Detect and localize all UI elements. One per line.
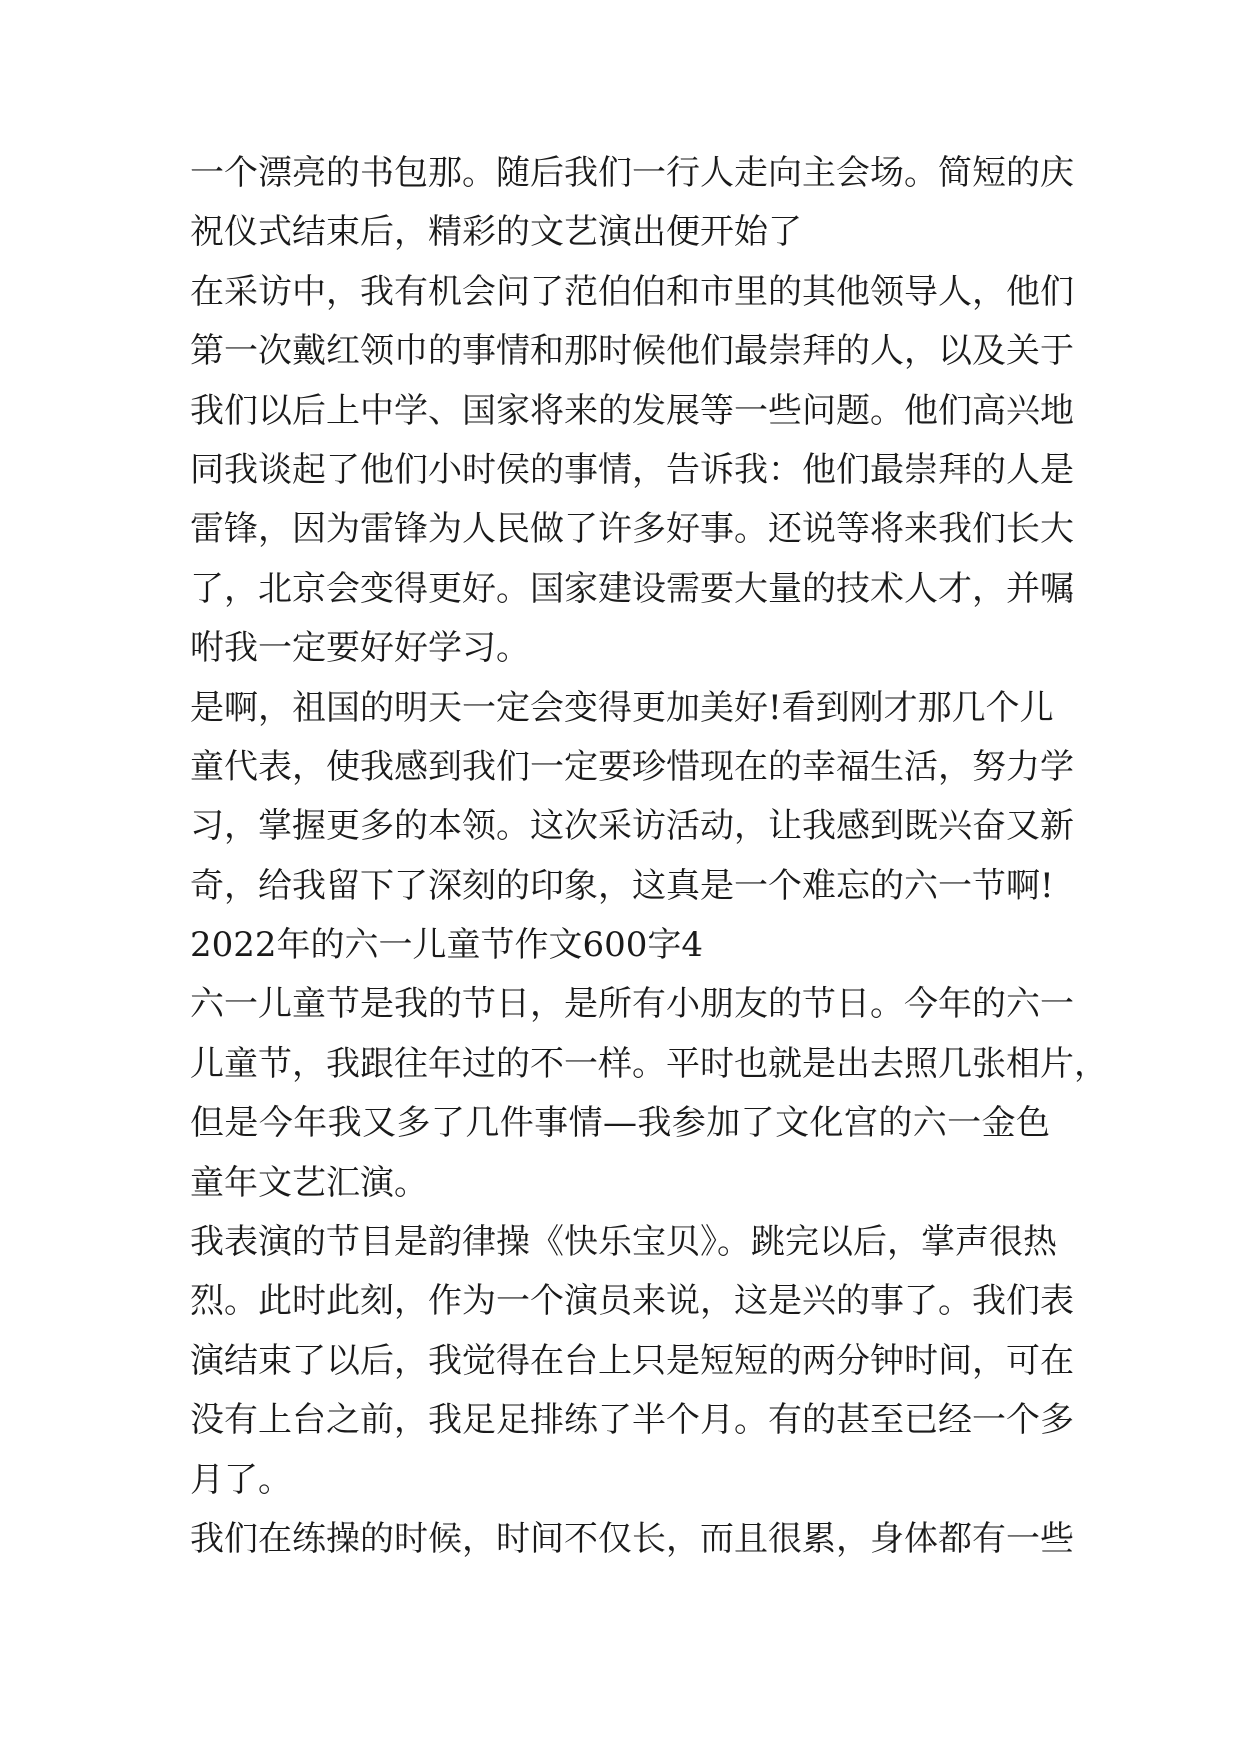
text-line: 但是今年我又多了几件事情—我参加了文化宫的六一金色: [190, 1103, 1050, 1144]
text-line: 童代表，使我感到我们一定要珍惜现在的幸福生活，努力学: [190, 746, 1074, 787]
text-line: 雷锋，因为雷锋为人民做了许多好事。还说等将来我们长大: [190, 509, 1074, 550]
text-line: 演结束了以后，我觉得在台上只是短短的两分钟时间，可在: [190, 1340, 1074, 1381]
text-line: 我们在练操的时候，时间不仅长，而且很累，身体都有一些: [190, 1518, 1074, 1559]
text-line: 没有上台之前，我足足排练了半个月。有的甚至已经一个多: [190, 1400, 1074, 1441]
text-line: 是啊，祖国的明天一定会变得更加美好!看到刚才那几个儿: [190, 687, 1054, 728]
text-line: 咐我一定要好好学习。: [190, 628, 530, 669]
text-line: 儿童节，我跟往年过的不一样。平时也就是出去照几张相片，: [190, 1043, 1108, 1084]
text-line: 同我谈起了他们小时侯的事情，告诉我：他们最崇拜的人是: [190, 449, 1074, 490]
text-line: 烈。此时此刻，作为一个演员来说，这是兴的事了。我们表: [190, 1281, 1074, 1322]
section-heading: 2022年的六一儿童节作文600字4: [190, 925, 704, 966]
text-line: 第一次戴红领巾的事情和那时候他们最崇拜的人，以及关于: [190, 331, 1074, 372]
text-line: 一个漂亮的书包那。随后我们一行人走向主会场。简短的庆: [190, 153, 1074, 193]
text-line: 在采访中，我有机会问了范伯伯和市里的其他领导人，他们: [190, 271, 1074, 312]
text-line: 了，北京会变得更好。国家建设需要大量的技术人才，并嘱: [190, 568, 1074, 609]
text-line: 我表演的节目是韵律操《快乐宝贝》。跳完以后，掌声很热: [190, 1222, 1057, 1263]
text-line: 奇，给我留下了深刻的印象，这真是一个难忘的六一节啊!: [190, 865, 1054, 906]
document-page: [190, 144, 1108, 1569]
text-line: 习，掌握更多的本领。这次采访活动，让我感到既兴奋又新: [190, 806, 1074, 847]
text-line: 我们以后上中学、国家将来的发展等一些问题。他们高兴地: [190, 390, 1074, 431]
text-line: 月了。: [190, 1459, 292, 1500]
text-line: 祝仪式结束后，精彩的文艺演出便开始了: [190, 212, 802, 253]
text-line: 六一儿童节是我的节日，是所有小朋友的节日。今年的六一: [190, 984, 1074, 1025]
text-line: 童年文艺汇演。: [190, 1162, 428, 1203]
